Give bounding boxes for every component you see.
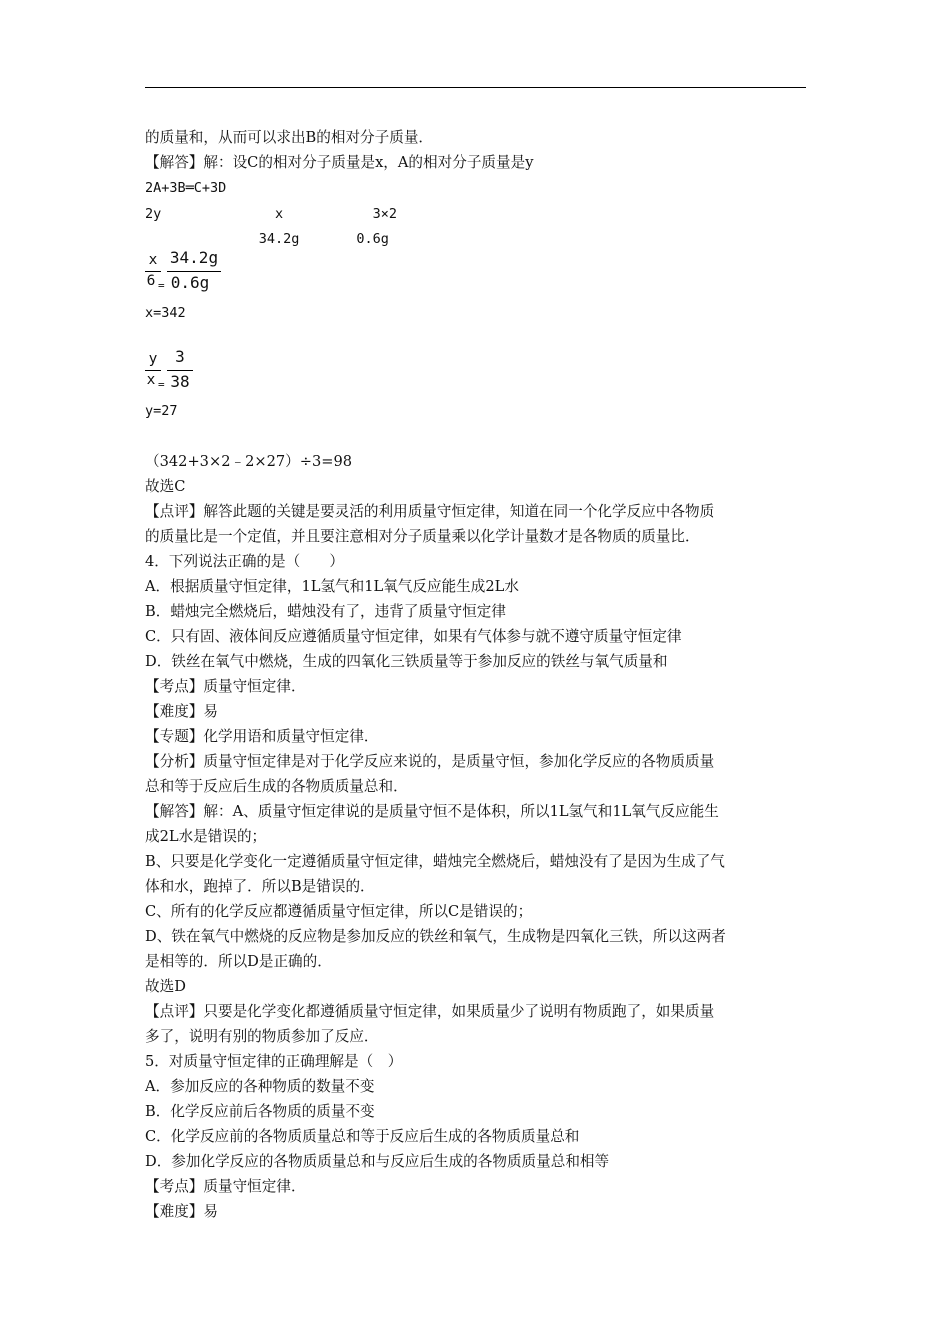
option-b: B．蜡烛完全燃烧后，蜡烛没有了，违背了质量守恒定律 xyxy=(145,603,506,620)
option-c: C．化学反应前的各物质质量总和等于反应后生成的各物质质量总和 xyxy=(145,1128,580,1145)
fraction-denominator: x xyxy=(146,372,156,388)
text-line: 【考点】质量守恒定律． xyxy=(145,1178,306,1195)
text-line: 【考点】质量守恒定律． xyxy=(145,678,306,695)
fraction-denominator: 38 xyxy=(170,372,190,391)
equation-masses: 34.2g 0.6g xyxy=(145,231,389,247)
fraction-bar xyxy=(167,370,193,371)
equation-coefficients: 2y x 3×2 xyxy=(145,206,397,222)
fraction-bar xyxy=(145,370,161,371)
text-line: 【专题】化学用语和质量守恒定律． xyxy=(145,728,379,745)
text-line: 【解答】解：设C的相对分子质量是x，A的相对分子质量是y xyxy=(145,154,534,171)
option-d: D．参加化学反应的各物质质量总和与反应后生成的各物质质量总和相等 xyxy=(145,1153,610,1170)
answer-line: 故选C xyxy=(145,478,186,495)
proportion-equation-1 xyxy=(145,248,235,294)
fraction-numerator: 34.2g xyxy=(169,248,219,267)
question-title: 4．下列说法正确的是（ ） xyxy=(145,553,345,570)
text-line: 是相等的．所以D是正确的． xyxy=(145,953,332,970)
calculation-line: （342+3×2﹣2×27）÷3=98 xyxy=(145,453,353,470)
option-a: A．根据质量守恒定律，1L氢气和1L氧气反应能生成2L水 xyxy=(145,578,519,595)
fraction-bar xyxy=(167,271,221,272)
fraction-numerator: 3 xyxy=(175,347,185,366)
text-line: 的质量比是一个定值，并且要注意相对分子质量乘以化学计量数才是各物质的质量比． xyxy=(145,528,700,545)
text-line: 【点评】解答此题的关键是要灵活的利用质量守恒定律，知道在同一个化学反应中各物质 xyxy=(145,503,715,520)
text-line: 【解答】解：A、质量守恒定律说的是质量守恒不是体积，所以1L氢气和1L氧气反应能生 xyxy=(145,803,719,820)
result-line: y=27 xyxy=(145,403,178,419)
equation-line: 2A+3B═C+3D xyxy=(145,180,227,196)
option-b: B．化学反应前后各物质的质量不变 xyxy=(145,1103,375,1120)
equals-sign: = xyxy=(158,378,165,391)
fraction-numerator: x xyxy=(148,252,158,268)
text-line: 成2L水是错误的； xyxy=(145,828,267,845)
question-title: 5．对质量守恒定律的正确理解是（ ） xyxy=(145,1053,403,1070)
text-line: C、所有的化学反应都遵循质量守恒定律，所以C是错误的； xyxy=(145,903,533,920)
result-line: x=342 xyxy=(145,305,186,321)
option-c: C．只有固、液体间反应遵循质量守恒定律，如果有气体参与就不遵守质量守恒定律 xyxy=(145,628,682,645)
text-line: 体和水，跑掉了．所以B是错误的． xyxy=(145,878,375,895)
fraction-numerator: y xyxy=(148,351,158,367)
text-line: 的质量和，从而可以求出B的相对分子质量． xyxy=(145,129,434,146)
text-line: 总和等于反应后生成的各物质质量总和． xyxy=(145,778,408,795)
text-line: 多了，说明有别的物质参加了反应． xyxy=(145,1028,379,1045)
option-a: A．参加反应的各种物质的数量不变 xyxy=(145,1078,375,1095)
text-line: 【分析】质量守恒定律是对于化学反应来说的，是质量守恒，参加化学反应的各物质质量 xyxy=(145,753,715,770)
answer-line: 故选D xyxy=(145,978,186,995)
header-rule xyxy=(145,87,806,88)
text-line: 【难度】易 xyxy=(145,1203,218,1220)
fraction-denominator: 0.6g xyxy=(170,273,210,292)
equals-sign: = xyxy=(158,279,165,292)
text-line: 【难度】易 xyxy=(145,703,218,720)
fraction-denominator: 6 xyxy=(146,273,156,289)
proportion-equation-2 xyxy=(145,347,205,393)
text-line: B、只要是化学变化一定遵循质量守恒定律，蜡烛完全燃烧后，蜡烛没有了是因为生成了气 xyxy=(145,853,725,870)
option-d: D．铁丝在氧气中燃烧，生成的四氧化三铁质量等于参加反应的铁丝与氧气质量和 xyxy=(145,653,668,670)
text-line: D、铁在氧气中燃烧的反应物是参加反应的铁丝和氧气，生成物是四氧化三铁，所以这两者 xyxy=(145,928,726,945)
fraction-bar xyxy=(145,271,161,272)
text-line: 【点评】只要是化学变化都遵循质量守恒定律，如果质量少了说明有物质跑了，如果质量 xyxy=(145,1003,715,1020)
